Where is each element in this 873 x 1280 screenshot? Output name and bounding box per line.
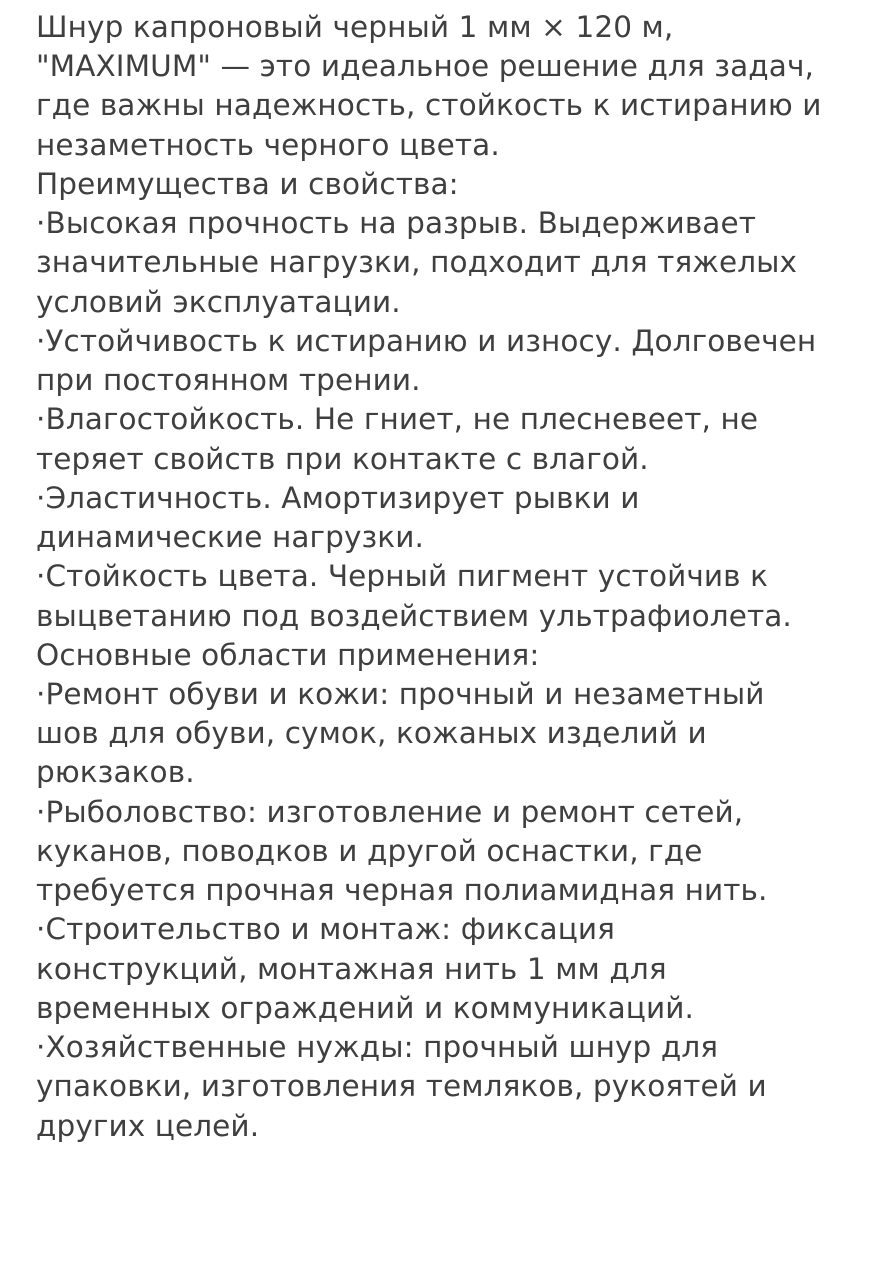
paragraph-advantage-color: ·Стойкость цвета. Черный пигмент устойчив к выцветанию под воздействием ультрафиолета. <box>36 559 792 633</box>
product-description-text <box>36 8 833 1146</box>
paragraph-application-shoes: ·Ремонт обуви и кожи: прочный и незаметный шов для обуви, сумок, кожаных изделий и рюкзаков. <box>36 676 774 790</box>
paragraph-advantage-strength: ·Высокая прочность на разрыв. Выдерживает значительные нагрузки, подходит для тяжелых условий эксплуатации. <box>36 206 807 319</box>
paragraph-intro: Шнур капроновый черный 1 мм × 120 м, "MAXIMUM" — это идеальное решение для задач, где важны надежность, стойкость к истиранию и незаметность черного цвета. <box>36 10 832 162</box>
paragraph-advantage-moisture: ·Влагостойкость. Не гниет, не плесневеет, не теряет свойств при контакте с влагой. <box>36 402 768 476</box>
paragraph-advantage-elasticity: ·Эластичность. Амортизирует рывки и динамические нагрузки. <box>36 480 650 555</box>
paragraph-advantage-abrasion: ·Устойчивость к истиранию и износу. Долговечен при постоянном трении. <box>36 323 826 398</box>
paragraph-application-household: ·Хозяйственные нужды: прочный шнур для упаковки, изготовления темляков, рукоятей и других целей. <box>36 1030 777 1143</box>
paragraph-advantages-heading: Преимущества и свойства: <box>36 166 459 201</box>
paragraph-application-construction: ·Строительство и монтаж: фиксация конструкций, монтажная нить 1 мм для временных ограждений и коммуникаций. <box>36 912 694 1025</box>
paragraph-applications-heading: Основные области применения: <box>36 637 540 672</box>
paragraph-application-fishing: ·Рыболовство: изготовление и ремонт сетей, куканов, поводков и другой оснастки, где требуется прочная черная полиамидная нить. <box>36 794 768 908</box>
